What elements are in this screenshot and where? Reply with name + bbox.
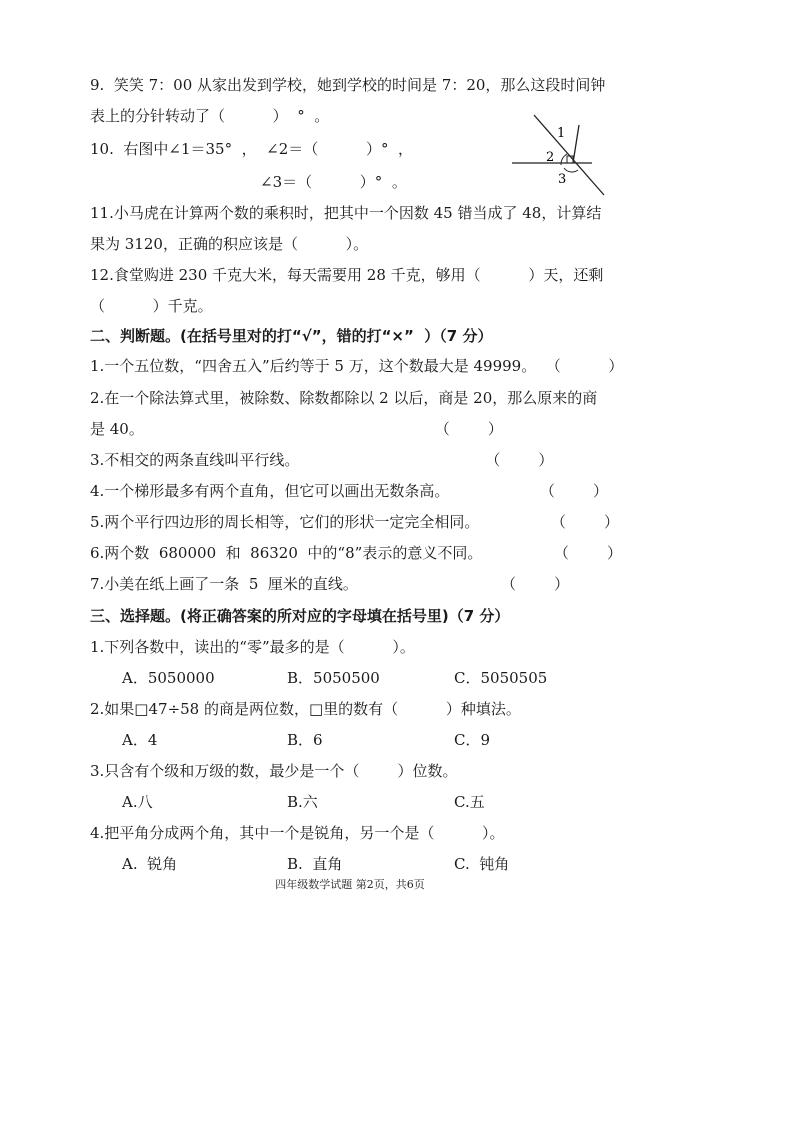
- choice-option-c: C.五: [454, 793, 485, 811]
- judge-item: 7.小美在纸上画了一条 5 厘米的直线。 （ ）: [90, 575, 570, 593]
- q9-line2: 表上的分针转动了（ ） ° 。: [90, 107, 330, 125]
- diagonal-line: [534, 115, 604, 195]
- judge-item: 3.不相交的两条直线叫平行线。 （ ）: [90, 451, 554, 469]
- choice-option-a: A．4: [122, 731, 158, 749]
- choice-option-c: C．5050505: [454, 669, 548, 687]
- q12-line1: 12.食堂购进 230 千克大米，每天需要用 28 千克，够用（ ）天，还剩: [90, 266, 604, 284]
- choice-option-b: B.六: [287, 793, 318, 811]
- vertical-line: [573, 125, 579, 163]
- angle-diagram: [504, 110, 624, 200]
- choice-option-a: A.八: [122, 793, 153, 811]
- choice-option-b: B．5050500: [287, 669, 380, 687]
- choice-option-a: A．5050000: [122, 669, 215, 687]
- angle-label-1: 1: [557, 126, 566, 141]
- angle-label-3: 3: [558, 172, 567, 187]
- choice-stem: 3.只含有个级和万级的数，最少是一个（ ）位数。: [90, 762, 458, 780]
- judge-item: 4.一个梯形最多有两个直角，但它可以画出无数条高。 （ ）: [90, 482, 609, 500]
- judge-item: 是 40。 （ ）: [90, 420, 503, 438]
- q12-line2: （ ）千克。: [90, 297, 213, 315]
- section2-heading: 二、判断题。(在括号里对的打“√”，错的打“×” ）（7 分）: [90, 327, 493, 345]
- page-footer: 四年级数学试题 第2页，共6页: [275, 878, 425, 891]
- choice-option-a: A. 锐角: [122, 855, 178, 873]
- choice-stem: 1.下列各数中，读出的“零”最多的是（ ）。: [90, 638, 415, 656]
- choice-option-c: C. 钝角: [454, 855, 510, 873]
- section3-heading: 三、选择题。(将正确答案的所对应的字母填在括号里)（7 分）: [90, 607, 510, 625]
- choice-option-b: B. 直角: [287, 855, 343, 873]
- choice-stem: 2.如果□47÷58 的商是两位数，□里的数有（ ）种填法。: [90, 700, 521, 718]
- choice-option-b: B．6: [287, 731, 323, 749]
- q11-line2: 果为 3120，正确的积应该是（ ）。: [90, 235, 369, 253]
- q9-line1: 9. 笑笑 7：00 从家出发到学校，她到学校的时间是 7：20，那么这段时间钟: [90, 76, 606, 94]
- q10-line2: ∠3＝（ ）° 。: [260, 173, 407, 191]
- angle-label-2: 2: [546, 150, 555, 165]
- judge-item: 1.一个五位数，“四舍五入”后约等于 5 万，这个数最大是 49999。 （ ）: [90, 357, 624, 375]
- choice-stem: 4.把平角分成两个角，其中一个是锐角，另一个是（ ）。: [90, 824, 505, 842]
- q10-line1: 10. 右图中∠1＝35° ， ∠2＝（ ）° ，: [90, 140, 413, 158]
- q11-line1: 11.小马虎在计算两个数的乘积时，把其中一个因数 45 错当成了 48，计算结: [90, 204, 602, 222]
- choice-option-c: C．9: [454, 731, 491, 749]
- judge-item: 6.两个数 680000 和 86320 中的“8”表示的意义不同。 （ ）: [90, 544, 622, 562]
- judge-item: 5.两个平行四边形的周长相等，它们的形状一定完全相同。 （ ）: [90, 513, 619, 531]
- judge-item: 2.在一个除法算式里，被除数、除数都除以 2 以后，商是 20，那么原来的商: [90, 389, 598, 407]
